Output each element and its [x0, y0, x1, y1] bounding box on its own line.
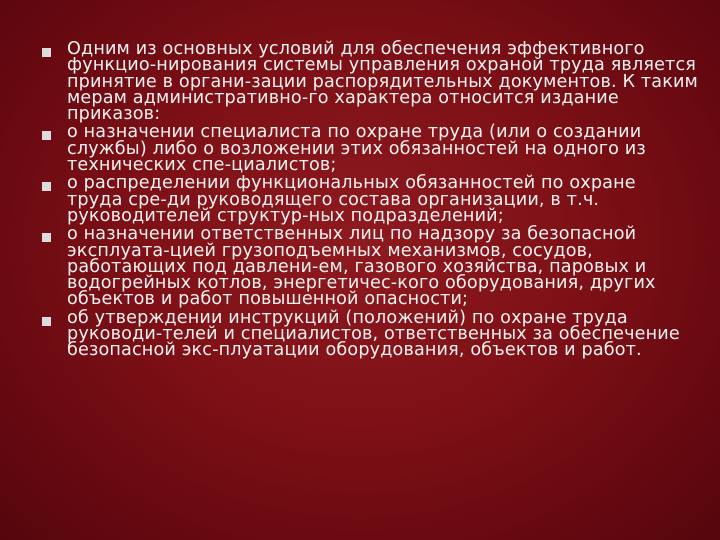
square-bullet-icon [42, 131, 51, 140]
bullet-text: о распределении функциональных обязанностей по охране труда сре-ди руководящего состава организации, в т.ч. руководителей структур-ных подразделений; [67, 173, 636, 226]
bullet-text: об утверждении инструкций (положений) по охране труда руководи-телей и специалистов, ответственных за обеспечение безопасной экс-плуатации оборудования, объектов и работ. [67, 307, 680, 361]
bullet-item [42, 39, 702, 125]
bullet-item [42, 173, 702, 224]
square-bullet-icon [42, 182, 51, 191]
square-bullet-icon [42, 233, 51, 242]
bullet-item [42, 122, 702, 176]
bullet-list [42, 39, 702, 359]
square-bullet-icon [42, 317, 51, 326]
bullet-item [42, 308, 702, 359]
bullet-item [42, 224, 702, 310]
bullet-text: о назначении ответственных лиц по надзору за безопасной эксплуата-цией грузоподъемных механизмов, сосудов, работающих под давлени-ем, газового хозяйства, паровых и водогрейных котлов, энергетичес-кого оборудования, других объектов и работ повышенной опасности; [67, 224, 656, 310]
bullet-text: о назначении специалиста по охране труда (или о создании службы) либо о возложении этих обязанностей на одного из технических спе-циалистов; [67, 122, 646, 176]
bullet-text: Одним из основных условий для обеспечения эффективного функцио-нирования системы управления охраной труда является принятие в органи-зации распорядительных документов. К таким мерам административно-го характера относится издание приказов: [67, 39, 698, 125]
square-bullet-icon [42, 48, 51, 57]
